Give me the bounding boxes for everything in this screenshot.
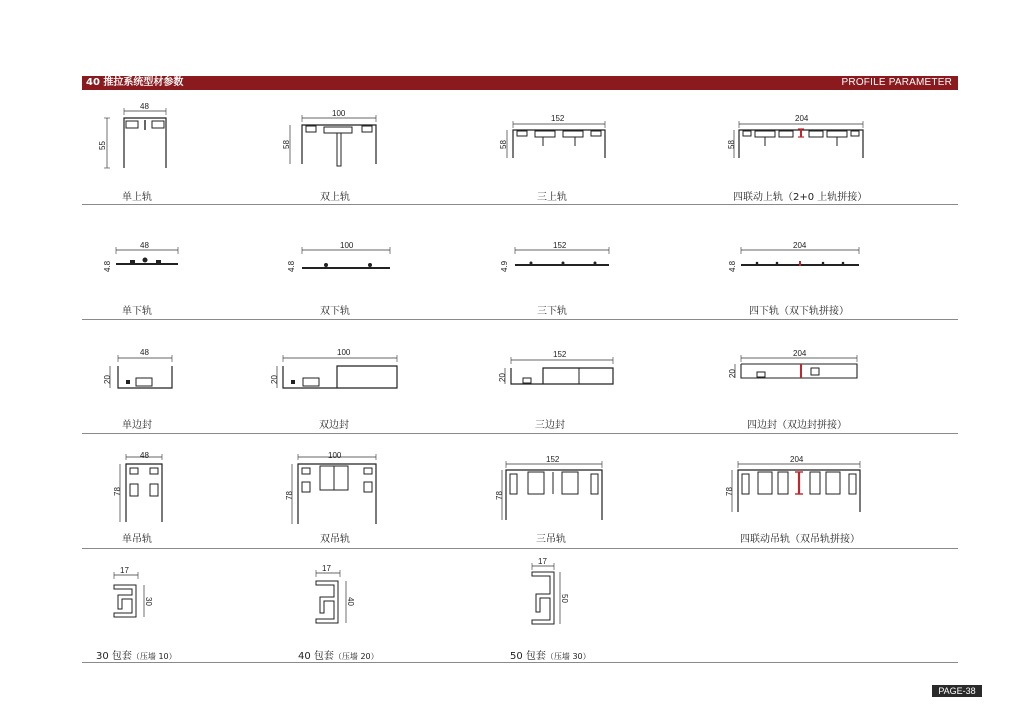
profile-caption: 三上轨 xyxy=(537,192,567,203)
dim-height-label: 20 xyxy=(498,373,507,382)
casing-50-drawing xyxy=(508,558,608,632)
section-title-english: PROFILE PARAMETER xyxy=(841,77,952,88)
profile-caption xyxy=(510,647,591,662)
profile-triple-bottom-rail xyxy=(495,240,615,317)
single-hanging-rail-drawing xyxy=(100,450,190,530)
double-side-seal-drawing xyxy=(265,348,405,396)
profile-caption: 单吊轨 xyxy=(122,534,152,545)
dim-width-label: 204 xyxy=(790,455,804,464)
single-bottom-rail-drawing xyxy=(100,240,190,280)
page-number-badge: PAGE-38 xyxy=(932,685,982,697)
quad-side-seal-drawing xyxy=(725,348,875,396)
dim-width-label: 100 xyxy=(337,348,351,357)
dim-height-label: 58 xyxy=(282,140,291,149)
profile-caption: 双上轨 xyxy=(320,192,350,203)
triple-hanging-rail-drawing xyxy=(490,450,615,530)
profile-caption: 双边封 xyxy=(319,420,349,431)
dim-height-label: 58 xyxy=(727,140,736,149)
profile-caption: 单下轨 xyxy=(122,306,152,317)
dim-width-label: 152 xyxy=(551,114,565,123)
casing-30-drawing xyxy=(96,565,196,625)
dim-width-label: 48 xyxy=(140,102,149,111)
profile-quad-hanging-rail xyxy=(720,450,875,545)
profile-single-side-seal xyxy=(100,348,190,431)
profile-single-top-rail xyxy=(98,102,180,203)
profile-triple-hanging-rail xyxy=(490,450,615,545)
dim-height-label: 78 xyxy=(725,487,734,496)
single-side-seal-drawing xyxy=(100,348,190,396)
dim-width-label: 17 xyxy=(120,566,129,575)
casing-label: 30 包套 xyxy=(96,651,132,662)
dim-height-label: 4.8 xyxy=(103,260,112,272)
dim-height-label: 4.9 xyxy=(500,260,509,272)
double-top-rail-drawing xyxy=(280,106,390,176)
dim-width-label: 204 xyxy=(793,241,807,250)
profile-quad-top-rail xyxy=(725,106,875,203)
casing-40-drawing xyxy=(298,565,398,630)
dim-height-label: 55 xyxy=(98,141,107,150)
dim-width-label: 48 xyxy=(140,451,149,460)
row-divider xyxy=(82,204,958,205)
dim-height-label: 20 xyxy=(270,375,279,384)
dim-width-label: 48 xyxy=(140,348,149,357)
dim-width-label: 17 xyxy=(322,564,331,573)
row-divider xyxy=(82,548,958,549)
dim-width-label: 152 xyxy=(553,241,567,250)
dim-height-label: 58 xyxy=(499,140,508,149)
dim-height-label: 20 xyxy=(728,369,737,378)
row-divider xyxy=(82,319,958,320)
section-header-bar xyxy=(82,76,958,90)
dim-height-label: 78 xyxy=(113,487,122,496)
dim-height-label: 78 xyxy=(495,491,504,500)
dim-height-label: 20 xyxy=(103,375,112,384)
dim-width-label: 152 xyxy=(546,455,560,464)
quad-bottom-rail-drawing xyxy=(725,240,875,280)
profile-caption: 单边封 xyxy=(122,420,152,431)
triple-top-rail-drawing xyxy=(495,106,615,176)
profile-casing-30 xyxy=(96,565,196,662)
dim-height-label: 30 xyxy=(144,597,153,606)
casing-note: （压墙 20） xyxy=(333,652,379,661)
dim-height-label: 4.8 xyxy=(728,260,737,272)
single-top-rail-drawing xyxy=(98,102,180,176)
profile-single-hanging-rail xyxy=(100,450,190,545)
profile-quad-side-seal xyxy=(725,348,875,431)
row-divider xyxy=(82,662,958,663)
profile-casing-50 xyxy=(508,557,608,662)
profile-caption: 三吊轨 xyxy=(536,534,566,545)
double-hanging-rail-drawing xyxy=(280,450,390,530)
section-title: 40 推拉系统型材参数 xyxy=(86,77,184,88)
profile-triple-side-seal xyxy=(495,348,625,431)
quad-top-rail-drawing xyxy=(725,106,875,176)
profile-caption xyxy=(298,647,379,662)
triple-bottom-rail-drawing xyxy=(495,240,615,280)
profile-double-top-rail xyxy=(280,106,390,203)
profile-caption: 四边封（双边封拼接） xyxy=(747,420,847,431)
dim-width-label: 48 xyxy=(140,241,149,250)
profile-caption: 四联动上轨（2+0 上轨拼接） xyxy=(733,192,868,203)
double-bottom-rail-drawing xyxy=(280,240,400,280)
dim-width-label: 100 xyxy=(328,451,342,460)
dim-width-label: 17 xyxy=(538,557,547,566)
casing-label: 40 包套 xyxy=(298,651,334,662)
dim-height-label: 4.8 xyxy=(287,260,296,272)
profile-caption: 四下轨（双下轨拼接） xyxy=(749,306,849,317)
profile-double-hanging-rail xyxy=(280,450,390,545)
casing-label: 50 包套 xyxy=(510,651,546,662)
dim-width-label: 204 xyxy=(795,114,809,123)
row-divider xyxy=(82,433,958,434)
profile-caption: 三边封 xyxy=(535,420,565,431)
dim-height-label: 78 xyxy=(285,491,294,500)
profile-triple-top-rail xyxy=(495,106,615,203)
dim-width-label: 152 xyxy=(553,350,567,359)
dim-width-label: 100 xyxy=(340,241,354,250)
profile-caption: 双吊轨 xyxy=(320,534,350,545)
quad-hanging-rail-drawing xyxy=(720,450,875,530)
dim-height-label: 40 xyxy=(346,597,355,606)
profile-caption: 三下轨 xyxy=(537,306,567,317)
profile-caption: 双下轨 xyxy=(320,306,350,317)
profile-double-bottom-rail xyxy=(280,240,400,317)
triple-side-seal-drawing xyxy=(495,348,625,396)
profile-single-bottom-rail xyxy=(100,240,190,317)
casing-note: （压墙 10） xyxy=(131,652,177,661)
casing-note: （压墙 30） xyxy=(545,652,591,661)
dim-height-label: 50 xyxy=(560,594,569,603)
profile-casing-40 xyxy=(298,564,398,662)
profile-caption: 四联动吊轨（双吊轨拼接） xyxy=(740,534,860,545)
profile-quad-bottom-rail xyxy=(725,240,875,317)
dim-width-label: 100 xyxy=(332,109,346,118)
profile-caption: 单上轨 xyxy=(122,192,152,203)
dim-width-label: 204 xyxy=(793,349,807,358)
profile-caption xyxy=(96,647,177,662)
profile-double-side-seal xyxy=(265,348,405,431)
